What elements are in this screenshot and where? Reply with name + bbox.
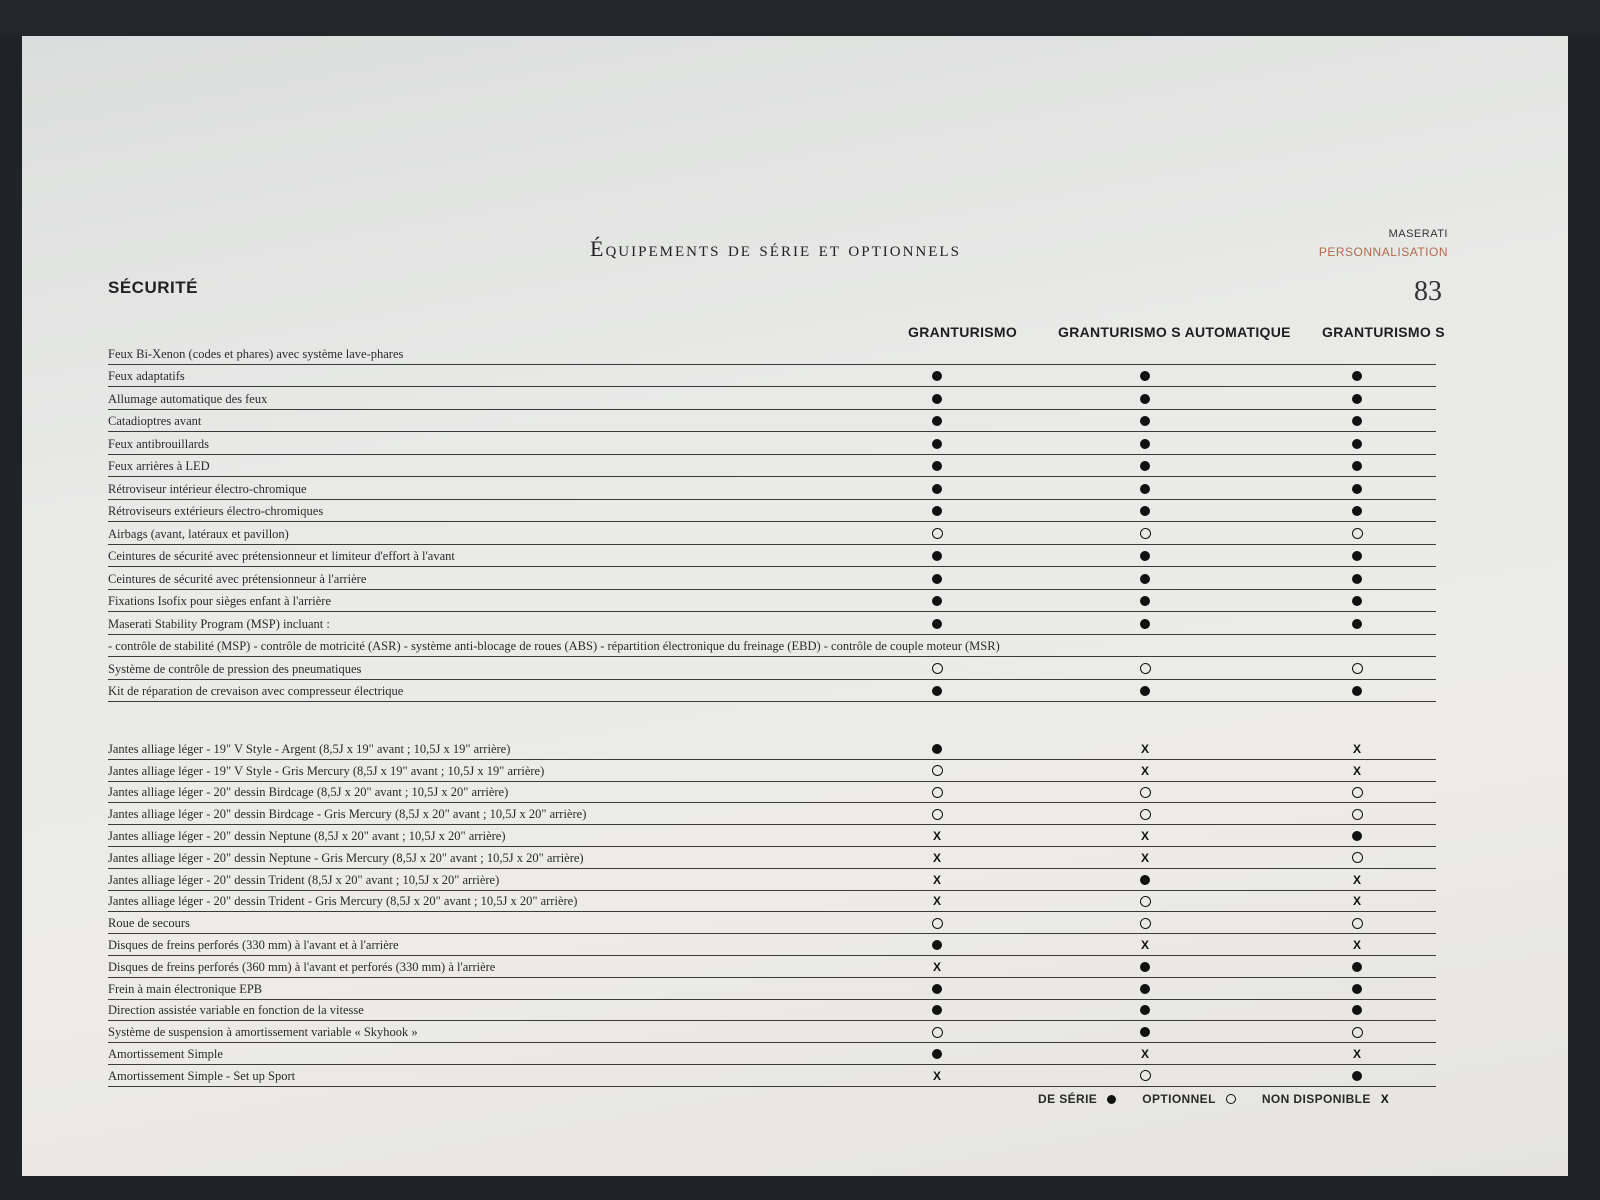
standard-dot-icon bbox=[1138, 414, 1152, 428]
standard-dot-icon bbox=[1350, 549, 1364, 563]
optional-ring-icon bbox=[930, 785, 944, 799]
standard-dot-icon bbox=[1138, 684, 1152, 698]
standard-dot-icon bbox=[1350, 392, 1364, 406]
standard-dot-icon bbox=[930, 1003, 944, 1017]
standard-dot-icon bbox=[1138, 504, 1152, 518]
standard-dot-icon bbox=[1138, 1003, 1152, 1017]
optional-ring-icon bbox=[930, 807, 944, 821]
subsection-heading: SÉCURITÉ bbox=[108, 278, 198, 297]
row-label: Jantes alliage léger - 20" dessin Birdcage - Gris Mercury (8,5J x 20" avant ; 10,5J x 20" arrière) bbox=[108, 807, 587, 822]
unavailable-cross-icon: X bbox=[932, 894, 941, 909]
table-row bbox=[108, 738, 1436, 760]
standard-dot-icon bbox=[930, 504, 944, 518]
table-row bbox=[108, 934, 1436, 956]
standard-dot-icon bbox=[1138, 594, 1152, 608]
standard-dot-icon bbox=[1350, 504, 1364, 518]
standard-dot-icon bbox=[1138, 549, 1152, 563]
table-row bbox=[108, 657, 1436, 680]
standard-dot-icon bbox=[930, 392, 944, 406]
standard-dot-icon bbox=[930, 742, 944, 756]
standard-dot-icon bbox=[1350, 1003, 1364, 1017]
table-row bbox=[108, 847, 1436, 869]
table-row bbox=[108, 782, 1436, 804]
row-label: Feux arrières à LED bbox=[108, 459, 210, 473]
standard-dot-icon bbox=[930, 459, 944, 473]
standard-dot-icon bbox=[1350, 960, 1364, 974]
optional-ring-icon bbox=[930, 1025, 944, 1039]
row-label: Feux adaptatifs bbox=[108, 369, 185, 383]
unavailable-cross-icon: X bbox=[932, 872, 941, 887]
optional-ring-icon bbox=[930, 916, 944, 930]
unavailable-cross-icon: X bbox=[932, 959, 941, 974]
row-label: Kit de réparation de crevaison avec compresseur électrique bbox=[108, 684, 404, 698]
table-row bbox=[108, 825, 1436, 847]
unavailable-cross-icon: X bbox=[932, 828, 941, 843]
table-row bbox=[108, 978, 1436, 1000]
unavailable-cross-icon: X bbox=[1352, 763, 1361, 778]
table-row bbox=[108, 1043, 1436, 1065]
unavailable-cross-icon: X bbox=[1140, 828, 1149, 843]
row-label: Feux antibrouillards bbox=[108, 436, 210, 451]
standard-dot-icon bbox=[1350, 437, 1364, 451]
unavailable-cross-icon: X bbox=[1352, 741, 1361, 756]
optional-ring-icon bbox=[1138, 1069, 1152, 1083]
table-row bbox=[108, 803, 1436, 825]
table-row bbox=[108, 365, 1436, 388]
row-label: Disques de freins perforés (360 mm) à l'avant et perforés (330 mm) à l'arrière bbox=[108, 959, 496, 974]
unavailable-cross-icon: X bbox=[1352, 872, 1361, 887]
standard-dot-icon bbox=[930, 938, 944, 952]
unavailable-cross-icon: X bbox=[1352, 894, 1361, 909]
standard-dot-icon bbox=[930, 684, 944, 698]
optional-ring-icon bbox=[1350, 1025, 1364, 1039]
optional-ring-icon bbox=[930, 764, 944, 778]
table-row bbox=[108, 342, 1436, 365]
row-label: Direction assistée variable en fonction de la vitesse bbox=[108, 1003, 364, 1018]
row-label: Allumage automatique des feux bbox=[108, 391, 268, 406]
legend bbox=[1038, 1092, 1405, 1106]
optional-ring-icon bbox=[1138, 527, 1152, 541]
standard-dot-icon bbox=[1138, 572, 1152, 586]
optional-ring-icon bbox=[1350, 851, 1364, 865]
row-label: Ceintures de sécurité avec prétensionneur à l'arrière bbox=[108, 571, 367, 586]
page-number: 83 bbox=[1414, 276, 1442, 307]
standard-dot-icon bbox=[1350, 369, 1364, 383]
standard-dot-icon bbox=[1350, 684, 1364, 698]
column-header-granturismo-s: GRANTURISMO S bbox=[1322, 324, 1445, 340]
standard-dot-icon bbox=[1350, 414, 1364, 428]
standard-dot-icon bbox=[1138, 482, 1152, 496]
row-label: Jantes alliage léger - 20" dessin Neptune (8,5J x 20" avant ; 10,5J x 20" arrière) bbox=[108, 828, 506, 843]
table-row bbox=[108, 912, 1436, 934]
standard-dot-icon bbox=[1138, 459, 1152, 473]
unavailable-cross-icon: X bbox=[1140, 850, 1149, 865]
standard-dot-icon bbox=[1138, 617, 1152, 631]
optional-ring-icon bbox=[1138, 916, 1152, 930]
row-label: Jantes alliage léger - 20" dessin Neptune - Gris Mercury (8,5J x 20" avant ; 10,5J x 20" arrière) bbox=[108, 850, 584, 865]
table-row bbox=[108, 680, 1436, 703]
optional-ring-icon bbox=[1350, 916, 1364, 930]
unavailable-cross-icon: X bbox=[932, 1068, 941, 1083]
unavailable-cross-icon: X bbox=[932, 850, 941, 865]
row-label: Jantes alliage léger - 20" dessin Birdcage (8,5J x 20" avant ; 10,5J x 20" arrière) bbox=[108, 785, 509, 800]
brand-name: MASERATI bbox=[1388, 228, 1448, 240]
standard-dot-icon bbox=[1350, 617, 1364, 631]
standard-dot-icon bbox=[1350, 982, 1364, 996]
optional-ring-icon bbox=[930, 527, 944, 541]
unavailable-cross-icon: X bbox=[1140, 763, 1149, 778]
wheels-brakes-table bbox=[108, 738, 1436, 1087]
standard-dot-icon bbox=[930, 369, 944, 383]
table-row bbox=[108, 760, 1436, 782]
table-row bbox=[108, 1065, 1436, 1087]
legend-unavailable-label: NON DISPONIBLE bbox=[1261, 1092, 1371, 1106]
standard-dot-icon bbox=[930, 572, 944, 586]
table-row bbox=[108, 545, 1436, 568]
table-row bbox=[108, 500, 1436, 523]
table-row bbox=[108, 956, 1436, 978]
standard-dot-icon bbox=[1138, 392, 1152, 406]
optional-ring-icon bbox=[1350, 662, 1364, 676]
legend-standard-label: DE SÉRIE bbox=[1038, 1092, 1098, 1106]
row-label: Feux Bi-Xenon (codes et phares) avec système lave-phares bbox=[108, 346, 404, 361]
standard-dot-icon bbox=[930, 437, 944, 451]
table-row bbox=[108, 567, 1436, 590]
page-title: Équipements de série et optionnels bbox=[590, 236, 961, 261]
standard-dot-icon bbox=[1138, 1025, 1152, 1039]
optional-ring-icon bbox=[930, 662, 944, 676]
row-label: Amortissement Simple - Set up Sport bbox=[108, 1068, 296, 1083]
table-row bbox=[108, 522, 1436, 545]
table-row bbox=[108, 869, 1436, 891]
row-label: Ceintures de sécurité avec prétensionneur et limiteur d'effort à l'avant bbox=[108, 549, 455, 563]
monitor-bezel bbox=[0, 0, 1600, 36]
row-label: Airbags (avant, latéraux et pavillon) bbox=[108, 526, 289, 541]
standard-dot-icon bbox=[1138, 369, 1152, 383]
brand-block bbox=[1319, 228, 1448, 259]
unavailable-cross-icon: X bbox=[1352, 937, 1361, 952]
row-label: Amortissement Simple bbox=[108, 1046, 223, 1061]
table-row bbox=[108, 1000, 1436, 1022]
standard-dot-icon bbox=[1350, 459, 1364, 473]
unavailable-cross-icon: X bbox=[1140, 1046, 1149, 1061]
row-label: Système de contrôle de pression des pneumatiques bbox=[108, 661, 362, 676]
optional-ring-icon bbox=[1138, 785, 1152, 799]
standard-dot-icon bbox=[1138, 437, 1152, 451]
unavailable-cross-icon: X bbox=[1352, 1046, 1361, 1061]
standard-dot-icon bbox=[1350, 1069, 1364, 1083]
row-label: Jantes alliage léger - 20" dessin Trident - Gris Mercury (8,5J x 20" avant ; 10,5J x 20" arrière) bbox=[108, 894, 578, 909]
standard-dot-icon bbox=[1350, 594, 1364, 608]
row-label: Jantes alliage léger - 19" V Style - Argent (8,5J x 19" avant ; 10,5J x 19" arrière) bbox=[108, 741, 511, 756]
table-row bbox=[108, 635, 1436, 658]
standard-dot-icon bbox=[930, 1047, 944, 1061]
standard-dot-icon bbox=[930, 982, 944, 996]
row-label: Catadioptres avant bbox=[108, 414, 202, 428]
standard-dot-icon bbox=[1138, 960, 1152, 974]
table-row bbox=[108, 612, 1436, 635]
optional-ring-icon bbox=[1350, 785, 1364, 799]
standard-dot-icon bbox=[1138, 982, 1152, 996]
legend-optional-label: OPTIONNEL bbox=[1142, 1092, 1216, 1106]
column-header-granturismo-s-automatique: GRANTURISMO S AUTOMATIQUE bbox=[1058, 324, 1291, 340]
table-row bbox=[108, 410, 1436, 433]
row-label: Roue de secours bbox=[108, 916, 190, 931]
standard-dot-icon bbox=[930, 617, 944, 631]
legend-unavailable-cross-icon: X bbox=[1380, 1092, 1390, 1106]
section-name: PERSONNALISATION bbox=[1318, 245, 1448, 259]
standard-dot-icon bbox=[1350, 482, 1364, 496]
row-label: Rétroviseurs extérieurs électro-chromiques bbox=[108, 504, 324, 518]
row-label: Maserati Stability Program (MSP) incluant : bbox=[108, 616, 330, 631]
unavailable-cross-icon: X bbox=[1140, 741, 1149, 756]
legend-optional-ring-icon bbox=[1226, 1094, 1236, 1104]
table-row bbox=[108, 432, 1436, 455]
row-label: - contrôle de stabilité (MSP) - contrôle de motricité (ASR) - système anti-blocage de roues (ABS) - répartition électronique du freinage (EBD) - contrôle de couple moteur (MSR) bbox=[108, 639, 1000, 653]
legend-standard-dot-icon bbox=[1107, 1095, 1116, 1104]
optional-ring-icon bbox=[1350, 807, 1364, 821]
row-label: Jantes alliage léger - 20" dessin Trident (8,5J x 20" avant ; 10,5J x 20" arrière) bbox=[108, 872, 500, 887]
standard-dot-icon bbox=[1350, 829, 1364, 843]
table-row bbox=[108, 387, 1436, 410]
standard-dot-icon bbox=[930, 594, 944, 608]
row-label: Disques de freins perforés (330 mm) à l'avant et à l'arrière bbox=[108, 937, 399, 952]
optional-ring-icon bbox=[1138, 894, 1152, 908]
table-row bbox=[108, 477, 1436, 500]
row-label: Frein à main électronique EPB bbox=[108, 981, 263, 996]
standard-dot-icon bbox=[930, 549, 944, 563]
table-row bbox=[108, 1021, 1436, 1043]
table-row bbox=[108, 590, 1436, 613]
standard-dot-icon bbox=[1350, 572, 1364, 586]
table-row bbox=[108, 455, 1436, 478]
table-row bbox=[108, 891, 1436, 913]
row-label: Fixations Isofix pour sièges enfant à l'arrière bbox=[108, 594, 332, 608]
row-label: Rétroviseur intérieur électro-chromique bbox=[108, 481, 307, 496]
row-label: Jantes alliage léger - 19" V Style - Gris Mercury (8,5J x 19" avant ; 10,5J x 19" arrière) bbox=[108, 763, 545, 778]
column-header-granturismo: GRANTURISMO bbox=[908, 324, 1018, 340]
unavailable-cross-icon: X bbox=[1140, 937, 1149, 952]
optional-ring-icon bbox=[1138, 807, 1152, 821]
standard-dot-icon bbox=[930, 482, 944, 496]
row-label: Système de suspension à amortissement variable « Skyhook » bbox=[108, 1025, 418, 1040]
standard-dot-icon bbox=[1138, 873, 1152, 887]
optional-ring-icon bbox=[1138, 662, 1152, 676]
optional-ring-icon bbox=[1350, 527, 1364, 541]
standard-dot-icon bbox=[930, 414, 944, 428]
security-table bbox=[108, 342, 1436, 702]
